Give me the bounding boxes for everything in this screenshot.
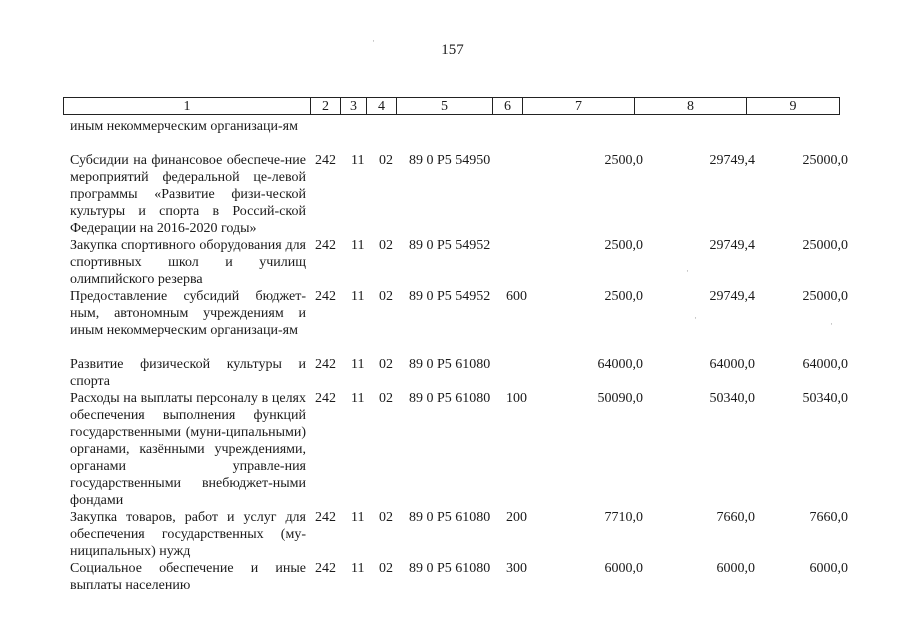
cell-subsection: 02 xyxy=(379,238,393,253)
cell-target-article: 89 0 P5 61080 xyxy=(409,510,491,525)
cell-expense-type: 300 xyxy=(506,561,527,576)
table-row xyxy=(0,390,905,509)
cell-amount-col7: 64000,0 xyxy=(597,357,643,372)
header-col-5: 5 xyxy=(397,98,493,115)
cell-expense-type: 600 xyxy=(506,289,527,304)
table-row xyxy=(0,509,905,560)
cell-target-article: 89 0 P5 61080 xyxy=(409,561,491,576)
header-col-9: 9 xyxy=(747,98,840,115)
cell-section: 11 xyxy=(351,289,365,304)
cell-amount-col9: 64000,0 xyxy=(802,357,848,372)
cell-section: 11 xyxy=(351,510,365,525)
row-description: Развитие физической культуры и спорта xyxy=(70,357,306,389)
header-col-3: 3 xyxy=(341,98,367,115)
table-row xyxy=(0,288,905,356)
cell-ministry-code: 242 xyxy=(315,289,336,304)
cell-section: 11 xyxy=(351,153,365,168)
cell-amount-col7: 50090,0 xyxy=(597,391,643,406)
header-col-6: 6 xyxy=(493,98,523,115)
cell-amount-col7: 2500,0 xyxy=(604,153,643,168)
table-row xyxy=(0,152,905,237)
cell-amount-col7: 7710,0 xyxy=(604,510,643,525)
row-description: Закупка товаров, работ и услуг для обеспечения государственных (му-ниципальных) нужд xyxy=(70,510,306,559)
row-description: Социальное обеспечение и иные выплаты населению xyxy=(70,561,306,593)
cell-subsection: 02 xyxy=(379,561,393,576)
cell-amount-col9: 6000,0 xyxy=(809,561,848,576)
header-col-4: 4 xyxy=(367,98,397,115)
scan-speck: · xyxy=(686,266,689,276)
cell-subsection: 02 xyxy=(379,153,393,168)
scan-speck: · xyxy=(372,36,375,46)
cell-ministry-code: 242 xyxy=(315,510,336,525)
cell-ministry-code: 242 xyxy=(315,561,336,576)
header-col-1: 1 xyxy=(64,98,311,115)
cell-subsection: 02 xyxy=(379,289,393,304)
cell-target-article: 89 0 P5 54950 xyxy=(409,153,491,168)
cell-amount-col8: 64000,0 xyxy=(709,357,755,372)
cell-section: 11 xyxy=(351,357,365,372)
table-row xyxy=(0,118,905,152)
cell-ministry-code: 242 xyxy=(315,153,336,168)
table-row xyxy=(0,560,905,594)
cell-expense-type: 100 xyxy=(506,391,527,406)
cell-amount-col8: 29749,4 xyxy=(709,153,755,168)
row-description: Закупка спортивного оборудования для спортивных школ и училищ олимпийского резерва xyxy=(70,238,306,287)
header-col-8: 8 xyxy=(635,98,747,115)
cell-subsection: 02 xyxy=(379,510,393,525)
cell-expense-type: 200 xyxy=(506,510,527,525)
cell-amount-col8: 29749,4 xyxy=(709,238,755,253)
cell-amount-col9: 25000,0 xyxy=(802,289,848,304)
table-row xyxy=(0,237,905,288)
cell-target-article: 89 0 P5 61080 xyxy=(409,391,491,406)
cell-target-article: 89 0 P5 61080 xyxy=(409,357,491,372)
cell-section: 11 xyxy=(351,391,365,406)
cell-section: 11 xyxy=(351,561,365,576)
cell-amount-col8: 29749,4 xyxy=(709,289,755,304)
cell-amount-col7: 6000,0 xyxy=(604,561,643,576)
table-row xyxy=(0,356,905,390)
scan-speck: · xyxy=(694,313,697,323)
column-header-row xyxy=(63,97,840,115)
cell-ministry-code: 242 xyxy=(315,357,336,372)
cell-amount-col8: 50340,0 xyxy=(709,391,755,406)
cell-amount-col9: 50340,0 xyxy=(802,391,848,406)
cell-section: 11 xyxy=(351,238,365,253)
row-description: Расходы на выплаты персоналу в целях обеспечения выполнения функций государственными (муни-ципальными) органами, казёнными учреждениями, органами управле-ния государственными внебюджет-ными фондами xyxy=(70,391,306,508)
cell-amount-col9: 7660,0 xyxy=(809,510,848,525)
header-col-2: 2 xyxy=(311,98,341,115)
scan-speck: · xyxy=(830,319,833,329)
cell-ministry-code: 242 xyxy=(315,238,336,253)
header-col-7: 7 xyxy=(523,98,635,115)
cell-subsection: 02 xyxy=(379,391,393,406)
row-description: Предоставление субсидий бюджет-ным, автономным учреждениям и иным некоммерческим организаци-ям xyxy=(70,289,306,338)
cell-amount-col7: 2500,0 xyxy=(604,238,643,253)
cell-amount-col7: 2500,0 xyxy=(604,289,643,304)
cell-target-article: 89 0 P5 54952 xyxy=(409,238,491,253)
cell-target-article: 89 0 P5 54952 xyxy=(409,289,491,304)
row-description: Субсидии на финансовое обеспече-ние мероприятий федеральной це-левой программы «Развитие физи-ческой культуры и спорта в Россий-ской Федерации на 2016-2020 годы» xyxy=(70,153,306,236)
cell-amount-col9: 25000,0 xyxy=(802,153,848,168)
cell-amount-col8: 7660,0 xyxy=(716,510,755,525)
cell-subsection: 02 xyxy=(379,357,393,372)
cell-amount-col8: 6000,0 xyxy=(716,561,755,576)
budget-table-body xyxy=(0,118,905,594)
cell-ministry-code: 242 xyxy=(315,391,336,406)
page-number: 157 xyxy=(441,42,464,58)
row-description: иным некоммерческим организаци-ям xyxy=(70,119,298,134)
cell-amount-col9: 25000,0 xyxy=(802,238,848,253)
